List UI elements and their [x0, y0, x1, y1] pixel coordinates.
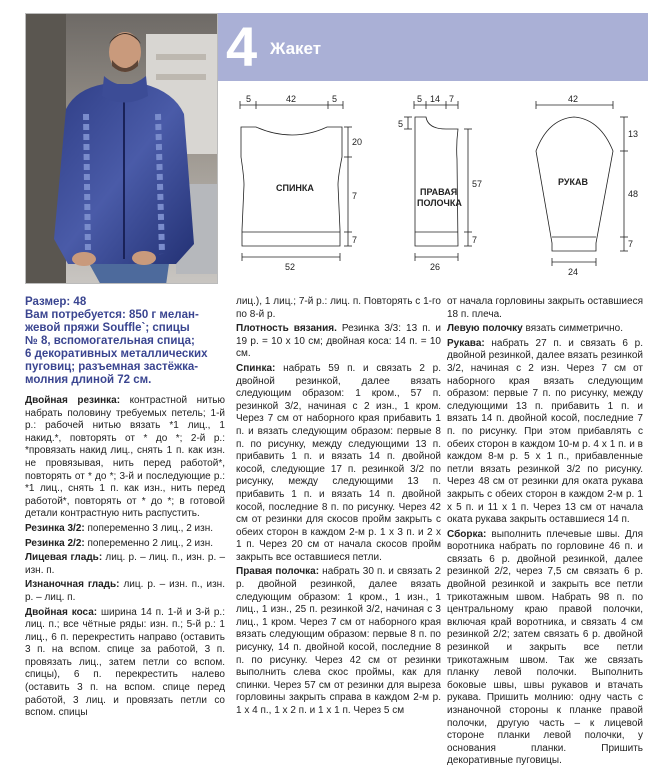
- left-front-paragraph: Левую полочку вязать симметрично.: [447, 323, 623, 335]
- materials-line-1: Вам потребуется: 850 г мелан-: [25, 309, 199, 321]
- sleeve-dim-13: 13: [628, 129, 639, 139]
- front-label-2: ПОЛОЧКА: [417, 198, 462, 208]
- materials-line-3: № 8, вспомогательная спица;: [25, 335, 195, 347]
- back-dim-7a: 7: [352, 191, 358, 201]
- front-dim-26: 26: [430, 262, 441, 272]
- front-dim-14: 14: [430, 94, 441, 104]
- neckline-continued-paragraph: от начала горловины закрыть оставшиеся 18 п. плеча.: [447, 296, 643, 320]
- front-dim-5-left: 5: [398, 119, 404, 129]
- back-dim-20: 20: [352, 137, 363, 147]
- double-cable-paragraph: Двойная коса: ширина 14 п. 1-й и 3-й р.: лиц. п.; все чётные ряды: изн. п.; 5-й р.: 1 лиц., 6 п. перекрестить направо (оставить 3 п. на вспом. спице за работой, 3 п. провязать лиц., затем петли со вспом. спицы), 6 п. перекрестить налево (оставить 3 п. на вспом. спице перед работой, 3 лиц. и провязать петли со вспом. спицы: [25, 606, 225, 719]
- front-dim-5: 5: [417, 94, 423, 104]
- sleeve-dim-48: 48: [628, 189, 639, 199]
- front-outline: [415, 117, 458, 246]
- gauge-paragraph: Плотность вязания. Резинка 3/3: 13 п. и 19 р. = 10 х 10 см; двойная коса: 14 п. = 10 см.: [236, 323, 441, 360]
- materials-line-6: молния длиной 72 см.: [25, 374, 152, 386]
- schematic-diagrams: [218, 85, 653, 280]
- instructions-column-2: [236, 296, 441, 720]
- stockinette-paragraph: Лицевая гладь: лиц. р. – лиц. п., изн. р. – изн. п.: [25, 552, 226, 576]
- front-dim-7b: 7: [472, 235, 478, 245]
- sleeve-dim-7: 7: [628, 239, 634, 249]
- sleeves-paragraph: Рукава: набрать 27 п. и связать 6 р. двойной резинкой, далее вязать резинкой 3/2, начиная с 2 изн. Через 7 см от наборного края вязать следующим образом: первые 7 п. по рисунку, между следующими 13 п. прибавить 1 п. и вязать 14 п. двойной косой, последние 7 п. по рисунку. При этом прибавлять с обеих сторон в каждом 10-м р. 4 х 1 п. и в каждом 8-м р. 5 х 1 п., прибавленные петли вязать резинкой 3/2 по рисунку. Через 48 см от резинки для оката рукава закрыть с обеих сторон в каждом 2-м р. 1 х 5 п. и 11 х 1 п. Через 13 см от начала оката рукава закрыть оставшиеся 14 п.: [447, 337, 643, 526]
- pattern-number: 4: [226, 15, 258, 78]
- sleeve-dim-24: 24: [568, 267, 579, 277]
- front-dim-57: 57: [472, 179, 483, 189]
- model-photo-illustration: [26, 14, 218, 284]
- rib-2-2-paragraph: Резинка 2/2: попеременно 2 лиц., 2 изн.: [25, 537, 214, 549]
- back-dim-42: 42: [286, 94, 297, 104]
- back-paragraph: Спинка: набрать 59 п. и связать 2 р. двойной резинкой, далее вязать следующим образом: 1 кром., 57 п. резинкой 3/2, начиная с 2 изн., 1 кром. Через 7 см от наборного края прибавить 1 п. и вязать следующим образом: первые 8 п. по рисунку, между следующими 13 п. прибавить 1 п. и вязать 14 п. двойной косой, следующие 17 п. резинкой 3/2 по рисунку, между следующими 13 п. прибавить 1 п. и вязать 14 п. двойной косой, последние 8 п. по рисунку. Через 42 см от резинки для скосов пройм закрыть с обеих сторон в каждом 2-м р. 1 х 3 п. и 2 х 1 п. Через 20 см от начала скосов пройм закрыть все оставшиеся петли.: [236, 362, 441, 563]
- right-front-paragraph: Правая полочка: набрать 30 п. и связать 2 р. двойной резинкой, далее вязать следующим образом: 1 кром., 1 изн., 1 лиц., 1 изн., 25 п. резинкой 3/2, начиная с 3 лиц., 1 кром. Через 7 см от наборного края вязать следующим образом: первые 8 п. по рисунку, 14 п. двойной косой, последние 8 п. по рисунку. Через 42 см от резинки выполнить слева скос проймы, как для спинки. Через 57 см от резинки для выреза горловины закрыть справа в каждом 2-м р. 1 х 4 п., 1 х 2 п. и 1 х 1 п. Через 5 см: [236, 566, 441, 716]
- size-label: Размер: 48: [25, 296, 87, 308]
- back-dim-7b: 7: [352, 235, 358, 245]
- model-photo: [25, 13, 218, 284]
- materials-block: [25, 296, 230, 387]
- materials-line-5: пуговиц; разъемная застёжка-: [25, 361, 199, 373]
- back-dim-5: 5: [246, 94, 252, 104]
- double-rib-paragraph: Двойная резинка: контрастной нитью набрать половину требуемых петель; 1-й р.: рабочей нитью вязать *1 лиц., 1 накид.*, повторять от * до *; 2-й р.: *провязать накид лиц., снять 1 п. как изн. не провязывая, нить перед работой*, повторять от * до *; 3-й и последующие р.: *1 лиц., снять 1 п. как изн., нить перед работой*, повторять от * до *; в готовой детали контрастную нить распустить.: [25, 395, 225, 520]
- front-dim-7: 7: [449, 94, 455, 104]
- reverse-stockinette-paragraph: Изнаночная гладь: лиц. р. – изн. п., изн. р. – лиц. п.: [25, 579, 225, 603]
- front-label-1: ПРАВАЯ: [420, 187, 458, 197]
- back-dim-5b: 5: [332, 94, 338, 104]
- assembly-paragraph: Сборка: выполнить плечевые швы. Для воротника набрать по горловине 46 п. и связать 6 р. двойной резинкой, далее резинкой 2/2, через 7,5 см связать 6 р. двойной резинкой и закрыть все петли трикотажным швом. Набрать 98 п. по центральному краю правой полочки, включая край воротника, и связать 4 см резинкой 2/2; затем связать 6 р. двойной резинкой и закрыть все петли трикотажным швом. Так же связать планку левой полочки. Выполнить боковые швы, швы рукавов и втачать рукава. Пришить молнию: одну часть с изнаночной стороны к планке правой полочки, другую часть – к лицевой стороне планки левой полочки, у основания планки. Пришить декоративные пуговицы.: [447, 528, 643, 767]
- sleeve-dim-42: 42: [568, 94, 579, 104]
- rib-3-2-paragraph: Резинка 3/2: попеременно 3 лиц., 2 изн.: [25, 522, 214, 534]
- materials-line-4: 6 декоративных металлических: [25, 348, 208, 360]
- cable-continued-paragraph: лиц.), 1 лиц.; 7-й р.: лиц. п. Повторять с 1-го по 8-й р.: [236, 296, 441, 320]
- instructions-column-1: [25, 395, 225, 722]
- materials-line-2: жевой пряжи Souffle`; спицы: [25, 322, 190, 334]
- back-label: СПИНКА: [276, 183, 314, 193]
- pattern-title: Жакет: [270, 39, 322, 58]
- back-dim-52: 52: [285, 262, 296, 272]
- sleeve-label: РУКАВ: [558, 177, 588, 187]
